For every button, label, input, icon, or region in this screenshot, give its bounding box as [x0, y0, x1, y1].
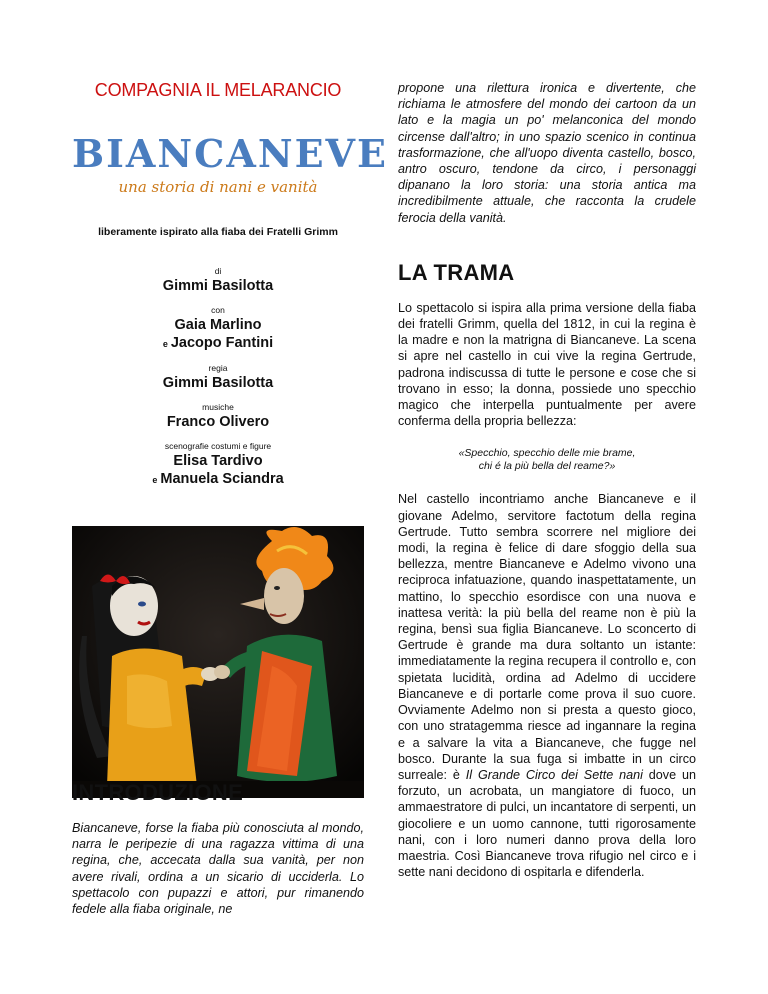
circus-name: Il Grande Circo dei Sette nani	[465, 767, 643, 782]
author-name: Gimmi Basilotta	[162, 278, 274, 294]
director-name: Gimmi Basilotta	[162, 375, 274, 391]
show-subtitle: una storia di nani e vanità	[118, 178, 318, 196]
trama-paragraph-2-end: dove un forzuto, un acrobata, un mangiatore di fuoco, un ammaestratore di pulci, un incantatore di serpenti, un giocoliere e un uomo cannone, tutti rigorosamente nani, con i loro numeri danno prova della loro maestria. Così Biancaneve trova rifugio nel circo e i sette nani decidono di ospitarla e difenderla.	[398, 767, 696, 880]
quote-line-2: chi é la più bella del reame?»	[478, 460, 616, 473]
trama-paragraph-2	[398, 491, 696, 880]
composer-name: Franco Olivero	[166, 414, 270, 430]
trama-paragraph-2-text: Nel castello incontriamo anche Biancaneve e il giovane Adelmo, servitore factotum della regina Gertrude. Tutto sembra scorrere nel migliore dei modi, la regina è felice di dare sfoggio della sua bellezza, mentre Biancaneve e Adelmo vivono una reciproca infatuazione, quando inaspettatamente, un mattino, lo specchio esordisce con una nuova e inattesa verità: la più bella del reame non è più la regina, bensì sua figlia Biancaneve. Lo sconcerto di Gertrude è grande ma dura soltanto un istante: immediatamente la regina recupera il controllo e, con spietata lucidità, ordina ad Adelmo di uccidere Biancaneve e di portarle come prova il suo cuore. Ovviamente Adelmo non si presta a questo gioco, con uno stratagemma riesce ad ingannare la regina e a salvare la vita a Biancaneve, che fugge nel bosco. Durante la sua fuga si imbatte in un circo surreale: è	[398, 492, 696, 782]
mirror-quote	[398, 447, 696, 473]
role-scenografie: scenografie costumi e figure	[164, 441, 272, 451]
role-con: con	[211, 305, 225, 315]
company-name: COMPAGNIA IL MELARANCIO	[94, 80, 342, 100]
trama-paragraph-1: Lo spettacolo si ispira alla prima versione della fiaba dei fratelli Grimm, quella del 1812, in cui la regina è la madre e non la matrigna di Biancaneve. La scena si apre nel castello in cui vive la regina Gertrude, padrona indiscussa di tutte le persone e cose che si trovano in esso; la donna, possiede uno specchio magico che interpella puntualmente per avere conferma della propria bellezza:	[398, 300, 696, 429]
puppets-illustration	[72, 526, 364, 798]
trama-heading: LA TRAMA	[398, 259, 515, 285]
actor-line-2	[72, 334, 364, 353]
introduzione-text: Biancaneve, forse la fiaba più conosciuta al mondo, narra le peripezie di una ragazza vittima di una regina, che, accecata dalla sua vanità, per non avere rivali, ordina a un sicario di ucciderla. Lo spettacolo con pupazzi e attori, pur rimanendo fedele alla fiaba originale, ne	[72, 821, 364, 917]
introduzione-continuation: propone una rilettura ironica e divertente, che richiama le atmosfere del mondo dei cartoon da un lato e la magia un po' melanconica del mondo circense dall'altro; in uno spazio scenico in continua trasformazione, che all'uopo diventa castello, bosco, antro oscuro, tendone da circo, i personaggi dipanano la loro storia: una storia antica ma incredibilmente attuale, che racconta la crudele ferocia della vanità.	[398, 81, 696, 225]
inspiration-note: liberamente ispirato alla fiaba dei Fratelli Grimm	[98, 226, 338, 238]
introduzione-heading: INTRODUZIONE	[72, 780, 244, 805]
show-title: BIANCANEVE	[72, 131, 388, 176]
designer-name-2: Manuela Sciandra	[160, 471, 284, 487]
conjunction-e: e	[152, 475, 158, 485]
role-regia: regia	[208, 363, 228, 373]
actor-name-2: Jacopo Fantini	[170, 335, 274, 351]
right-column	[398, 80, 696, 880]
puppets-photo	[72, 526, 364, 798]
actor-name-1: Gaia Marlino	[174, 317, 262, 333]
left-column	[72, 80, 388, 917]
conjunction-e: e	[162, 339, 168, 349]
credits-block	[72, 266, 364, 489]
designer-line-2	[72, 470, 364, 489]
role-musiche: musiche	[202, 402, 234, 412]
role-di: di	[214, 266, 222, 276]
quote-line-1: «Specchio, specchio delle mie brame,	[458, 447, 636, 460]
designer-name-1: Elisa Tardivo	[173, 453, 263, 469]
